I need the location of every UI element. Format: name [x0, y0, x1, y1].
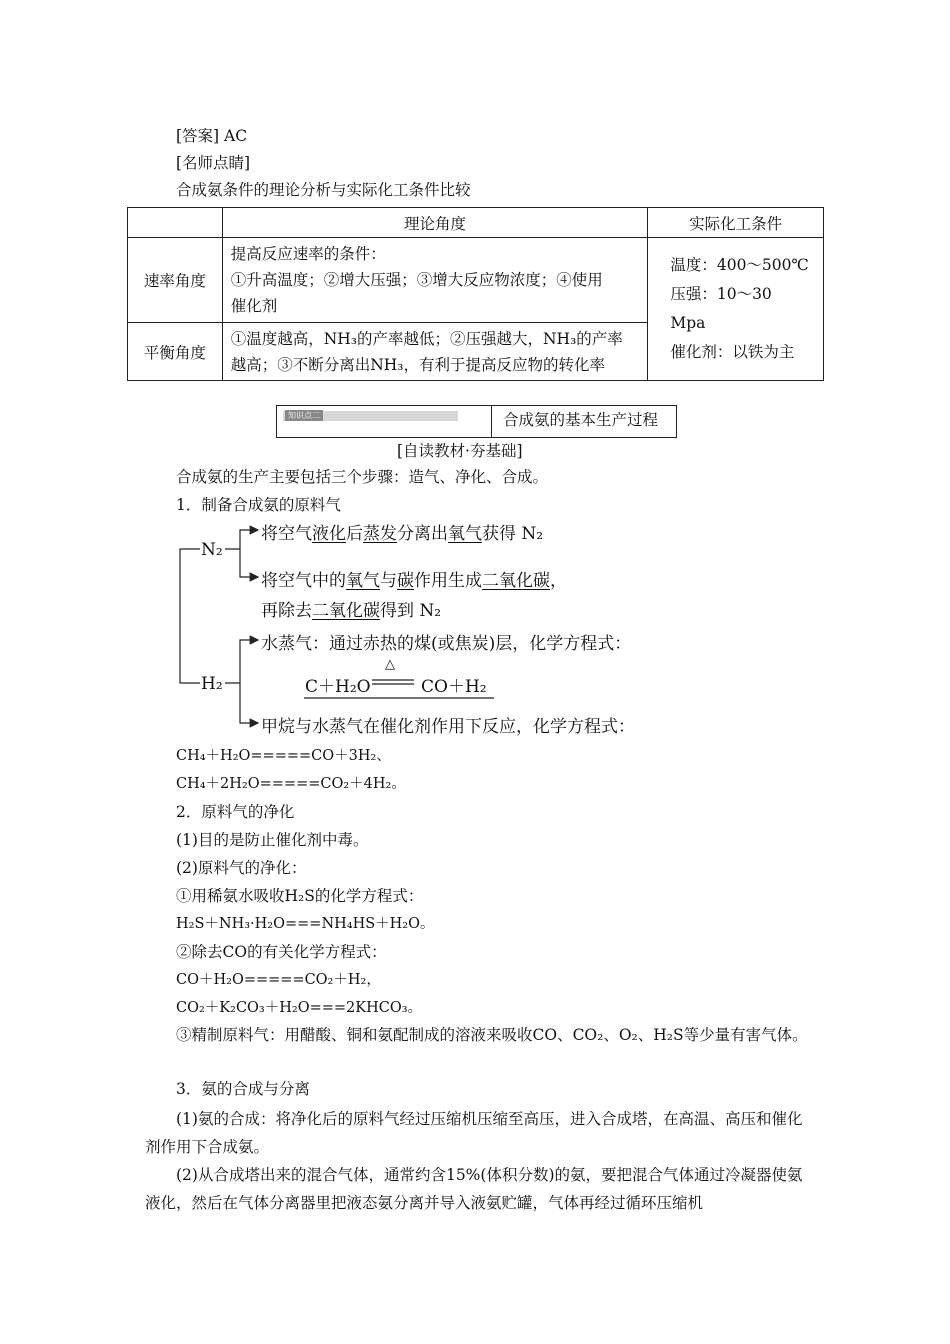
- section-subtitle: [自读教材·夯基础]: [397, 442, 523, 460]
- table-caption: 合成氨条件的理论分析与实际化工条件比较: [176, 181, 471, 199]
- n2-arrow-b: [240, 549, 258, 577]
- step3-title: 3．氨的合成与分离: [176, 1080, 310, 1098]
- n2-method-b: 将空气中的氧气与碳作用生成二氧化碳，: [261, 571, 567, 591]
- n2-method-b-cont: 再除去二氧化碳得到 N₂: [261, 601, 442, 621]
- step2-refine: ③精制原料气：用醋酸、铜和氨配制成的溶液来吸收CO、CO₂、O₂、H₂S等少量有害气体。: [176, 1026, 808, 1044]
- section-tag: 知识点二: [285, 410, 323, 421]
- actual-catalyst: 催化剂：以铁为主: [670, 343, 795, 361]
- h2s-equation: H₂S＋NH₃·H₂O===NH₄HS＋H₂O。: [176, 916, 435, 932]
- h2-arrow-b: [240, 683, 258, 723]
- co-equation-1: CO＋H₂O=====CO₂＋H₂，: [176, 972, 381, 988]
- equilibrium-theory-line: 越高；③不断分离出NH₃，有利于提高反应物的转化率: [230, 355, 605, 374]
- co-equation-2: CO₂＋K₂CO₃＋H₂O===2KHCO₃。: [176, 1000, 423, 1016]
- step1-title: 1．制备合成氨的原料气: [176, 496, 341, 514]
- equilibrium-theory-line: ①温度越高，NH₃的产率越低；②压强越大，NH₃的产率: [230, 329, 623, 348]
- header-theory: 理论角度: [222, 208, 648, 238]
- n2-method-a: 将空气液化后蒸发分离出氧气获得 N₂: [261, 524, 544, 544]
- h2-arrow-a: [225, 640, 258, 683]
- n2-label: N₂: [201, 540, 223, 560]
- methane-equation-1: CH₄＋H₂O=====CO＋3H₂、: [176, 748, 391, 764]
- answer-line: [答案] AC: [176, 127, 248, 145]
- rate-label: 速率角度: [128, 238, 223, 323]
- n2-arrow-a: [225, 530, 258, 549]
- h2-equation-right: CO＋H₂: [421, 677, 487, 697]
- section-title: 合成氨的基本生产过程: [503, 411, 659, 429]
- h2-equation-left: C＋H₂O: [305, 677, 371, 697]
- intro-text: 合成氨的生产主要包括三个步骤：造气、净化、合成。: [176, 468, 549, 486]
- rate-theory-line: 提高反应速率的条件：: [230, 245, 386, 263]
- h2-method-a: 水蒸气：通过赤热的煤(或焦炭)层，化学方程式：: [261, 634, 632, 654]
- step2-purpose: (1)目的是防止催化剂中毒。: [176, 831, 369, 849]
- step2-h2s-intro: ①用稀氨水吸收H₂S的化学方程式：: [176, 887, 424, 905]
- step2-co-intro: ②除去CO的有关化学方程式：: [176, 943, 387, 961]
- step2-purification: (2)原料气的净化：: [176, 859, 307, 877]
- actual-pressure: 压强：10～30 Mpa: [670, 285, 772, 332]
- heat-condition: △: [385, 657, 395, 672]
- rate-theory-line: 催化剂: [230, 297, 278, 315]
- header-actual: 实际化工条件: [648, 208, 824, 238]
- equilibrium-label: 平衡角度: [128, 323, 223, 381]
- main-bracket: [180, 549, 200, 683]
- step2-title: 2．原料气的净化: [176, 803, 295, 821]
- actual-temperature: 温度：400～500℃: [670, 256, 809, 274]
- h2-method-b: 甲烷与水蒸气在催化剂作用下反应，化学方程式：: [261, 717, 635, 737]
- step3-synthesis: (1)氨的合成：将净化后的原料气经过压缩机压缩至高压，进入合成塔，在高温、高压和催化剂作用下合成氨。: [145, 1110, 803, 1156]
- step3-separation: (2)从合成塔出来的混合气体，通常约含15%(体积分数)的氨，要把混合气体通过冷凝器使氨液化，然后在气体分离器里把液态氨分离并导入液氨贮罐，气体再经过循环压缩机: [145, 1166, 803, 1212]
- tip-header: [名师点睛]: [176, 154, 251, 172]
- h2-label: H₂: [201, 674, 223, 694]
- rate-theory-line: ①升高温度；②增大压强；③增大反应物浓度；④使用: [230, 271, 603, 289]
- methane-equation-2: CH₄＋2H₂O=====CO₂＋4H₂。: [176, 776, 406, 792]
